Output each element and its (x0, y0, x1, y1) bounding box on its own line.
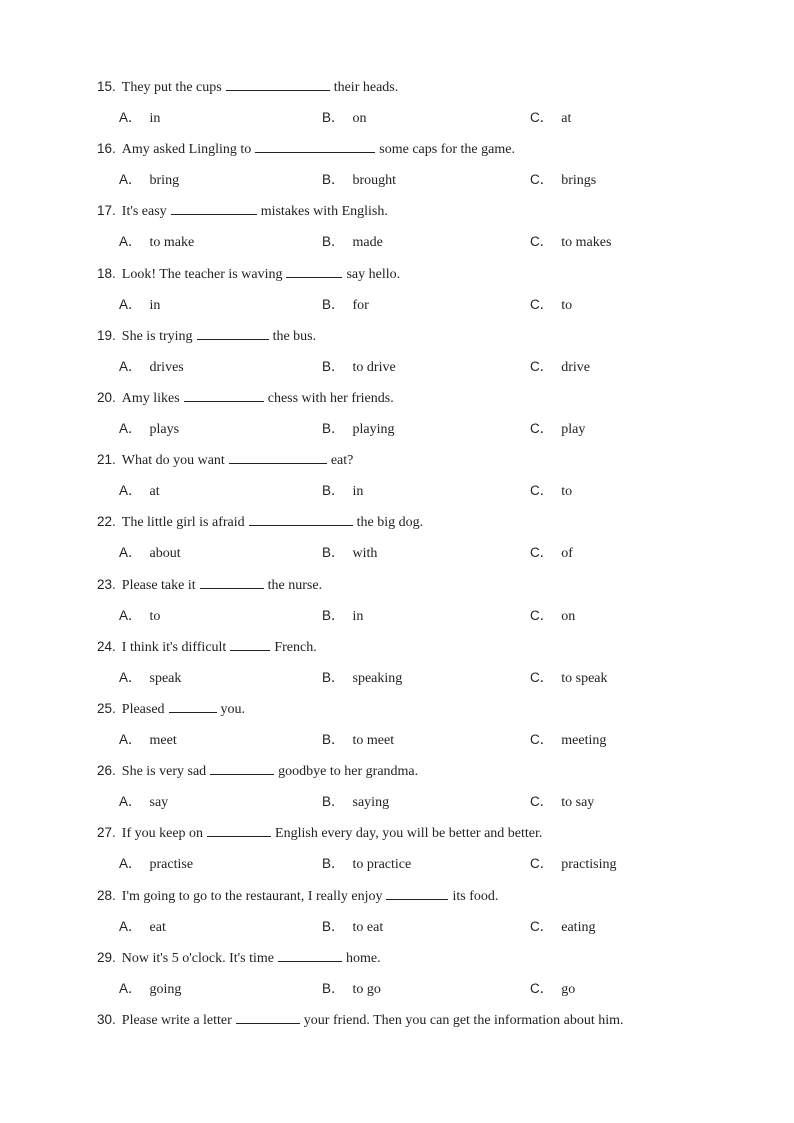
option-text: meeting (561, 733, 607, 748)
question-stem (97, 389, 394, 408)
option-text: practise (149, 857, 194, 873)
option-text: saying (352, 795, 390, 811)
option-text: in (149, 111, 161, 126)
option-letter: B． (322, 358, 345, 374)
option-letter: C． (530, 110, 554, 125)
option-text: plays (149, 422, 180, 437)
question-stem (97, 824, 542, 843)
option-a (119, 855, 193, 874)
question-item (97, 949, 734, 1011)
option-text: at (149, 484, 160, 500)
question-item (97, 824, 734, 886)
option-text: on (561, 608, 576, 624)
answer-blank (249, 513, 353, 526)
option-text: drives (149, 359, 184, 375)
option-text: eating (561, 919, 596, 935)
question-item (97, 451, 734, 513)
question-text-after: French. (274, 639, 317, 655)
option-text: for (352, 297, 369, 313)
option-text: play (561, 422, 586, 437)
question-text-after: your friend. Then you can get the information about him. (303, 1013, 624, 1028)
option-c (530, 109, 571, 128)
answer-blank (226, 78, 330, 91)
question-number: 26. (97, 763, 116, 779)
option-letter: A． (119, 669, 142, 685)
option-text: to makes (561, 235, 612, 251)
option-letter: C． (530, 732, 554, 747)
question-text-after: eat? (330, 453, 354, 469)
option-b (322, 109, 367, 128)
option-a (119, 793, 168, 812)
option-text: in (352, 608, 364, 624)
option-text: go (561, 981, 576, 997)
option-letter: B． (322, 545, 345, 561)
question-item (97, 140, 734, 202)
option-letter: B． (322, 483, 345, 499)
option-a (119, 109, 160, 128)
option-letter: B． (322, 794, 345, 810)
option-a (119, 544, 181, 563)
question-text-after: home. (346, 950, 381, 966)
question-text-before: It's easy (121, 204, 167, 220)
option-text: to practice (352, 857, 412, 873)
option-letter: C． (530, 421, 554, 436)
option-letter: A． (119, 110, 142, 125)
question-number: 17. (97, 203, 116, 219)
question-number: 27. (97, 825, 116, 841)
option-letter: A． (119, 172, 142, 188)
question-text-before: Please take it (121, 577, 196, 593)
option-c (530, 544, 573, 563)
question-item (97, 887, 734, 949)
option-letter: A． (119, 856, 142, 872)
option-a (119, 171, 179, 190)
question-text-after: chess with her friends. (267, 391, 394, 406)
option-c (530, 918, 595, 937)
option-letter: A． (119, 421, 142, 436)
option-letter: C． (530, 607, 554, 623)
option-a (119, 669, 181, 688)
option-letter: A． (119, 358, 142, 374)
option-text: to (561, 297, 573, 313)
question-item (97, 638, 734, 700)
option-letter: B． (322, 421, 345, 436)
question-stem (97, 327, 316, 346)
answer-blank (197, 327, 269, 340)
answer-blank (278, 949, 342, 962)
question-text-before: Look! The teacher is waving (121, 266, 283, 282)
option-b (322, 233, 383, 252)
question-text-after: their heads. (333, 80, 399, 95)
option-text: to (149, 608, 161, 624)
option-letter: B． (322, 856, 345, 872)
option-c (530, 731, 606, 750)
question-stem (97, 887, 498, 906)
option-letter: C． (530, 794, 554, 810)
question-stem (97, 202, 388, 221)
option-a (119, 918, 166, 937)
option-c (530, 482, 572, 501)
question-stem (97, 451, 353, 470)
question-number: 15. (97, 79, 116, 94)
option-c (530, 607, 575, 626)
question-text-after: the nurse. (267, 577, 323, 593)
option-text: to (561, 484, 573, 500)
option-letter: C． (530, 856, 554, 872)
option-b (322, 607, 363, 626)
option-text: eat (149, 919, 166, 935)
answer-blank (171, 202, 257, 215)
answer-blank (386, 887, 448, 900)
answer-blank (169, 700, 217, 713)
question-number: 24. (97, 638, 116, 654)
option-b (322, 420, 395, 439)
option-b (322, 731, 394, 750)
option-letter: C． (530, 669, 554, 685)
option-text: bring (149, 173, 180, 189)
question-number: 23. (97, 576, 116, 592)
option-letter: A． (119, 794, 142, 810)
question-stem (97, 140, 515, 159)
option-letter: A． (119, 234, 142, 250)
option-c (530, 669, 608, 688)
question-stem (97, 513, 423, 532)
question-item (97, 202, 734, 264)
option-a (119, 731, 177, 750)
option-letter: C． (530, 234, 554, 250)
option-c (530, 358, 590, 377)
option-letter: A． (119, 732, 142, 747)
question-text-after: mistakes with English. (260, 204, 388, 220)
question-text-before: If you keep on (121, 826, 204, 842)
option-c (530, 980, 575, 999)
answer-blank (229, 451, 327, 464)
answer-blank (255, 140, 375, 153)
question-number: 18. (97, 265, 116, 281)
option-letter: B． (322, 296, 345, 312)
question-text-before: Please write a letter (121, 1013, 232, 1028)
option-letter: B． (322, 110, 345, 125)
question-text-before: The little girl is afraid (121, 515, 245, 531)
question-text-after: the big dog. (356, 515, 424, 531)
answer-blank (207, 824, 271, 837)
option-letter: A． (119, 980, 142, 996)
option-b (322, 855, 411, 874)
question-text-after: some caps for the game. (379, 142, 515, 158)
option-c (530, 171, 596, 190)
question-number: 16. (97, 141, 116, 157)
option-letter: C． (530, 918, 554, 934)
option-text: of (561, 546, 573, 562)
answer-blank (286, 265, 342, 278)
option-text: to say (561, 795, 595, 811)
option-letter: C． (530, 545, 554, 561)
question-item (97, 78, 734, 140)
option-text: to speak (561, 670, 608, 686)
question-text-before: Amy likes (121, 391, 180, 406)
option-b (322, 980, 381, 999)
question-item (97, 513, 734, 575)
option-a (119, 420, 179, 439)
option-b (322, 793, 389, 812)
option-b (322, 171, 396, 190)
question-text-after: say hello. (346, 266, 401, 282)
question-text-after: goodbye to her grandma. (278, 764, 419, 780)
option-text: in (352, 484, 364, 500)
option-letter: B． (322, 918, 345, 934)
answer-blank (184, 389, 264, 402)
answer-blank (210, 762, 274, 775)
answer-blank (236, 1011, 300, 1024)
question-item (97, 1011, 734, 1073)
question-item (97, 265, 734, 327)
option-text: say (149, 795, 169, 811)
question-number: 19. (97, 327, 116, 343)
option-b (322, 358, 396, 377)
option-text: drive (561, 359, 591, 375)
option-letter: B． (322, 607, 345, 623)
question-stem (97, 949, 381, 968)
answer-blank (200, 576, 264, 589)
option-text: brings (561, 173, 597, 189)
question-text-before: Pleased (121, 702, 165, 717)
option-text: to drive (352, 359, 396, 375)
question-number: 22. (97, 514, 116, 530)
option-letter: A． (119, 296, 142, 312)
option-letter: C． (530, 296, 554, 312)
option-text: speaking (352, 670, 403, 686)
question-text-before: Now it's 5 o'clock. It's time (121, 950, 274, 966)
question-number: 30. (97, 1012, 116, 1027)
option-c (530, 233, 611, 252)
question-text-before: I'm going to go to the restaurant, I really enjoy (121, 888, 383, 904)
option-a (119, 296, 160, 315)
question-stem (97, 700, 245, 719)
question-text-before: She is very sad (121, 764, 207, 780)
option-letter: B． (322, 732, 345, 747)
option-text: to go (352, 981, 381, 997)
option-text: speak (149, 670, 182, 686)
option-c (530, 793, 594, 812)
option-b (322, 544, 377, 563)
question-text-before: What do you want (121, 453, 225, 469)
question-text-after: the bus. (272, 328, 317, 344)
option-a (119, 607, 160, 626)
question-number: 21. (97, 452, 116, 468)
option-a (119, 980, 181, 999)
option-text: meet (149, 733, 177, 748)
option-letter: B． (322, 172, 345, 188)
question-stem (97, 1011, 624, 1030)
option-b (322, 669, 402, 688)
option-text: going (149, 981, 182, 997)
question-number: 28. (97, 887, 116, 903)
option-c (530, 855, 616, 874)
question-text-before: She is trying (121, 328, 193, 344)
option-text: playing (352, 422, 395, 437)
question-number: 29. (97, 949, 116, 965)
option-c (530, 420, 585, 439)
option-text: made (352, 235, 383, 251)
option-text: about (149, 546, 181, 562)
question-item (97, 576, 734, 638)
question-text-after: its food. (452, 888, 499, 904)
option-a (119, 233, 194, 252)
option-letter: A． (119, 483, 142, 499)
question-item (97, 389, 734, 451)
question-text-before: I think it's difficult (121, 639, 227, 655)
question-stem (97, 576, 322, 595)
option-letter: B． (322, 669, 345, 685)
option-letter: C． (530, 172, 554, 188)
option-letter: C． (530, 483, 554, 499)
option-letter: A． (119, 545, 142, 561)
option-text: at (561, 111, 572, 126)
question-stem (97, 638, 317, 657)
option-text: brought (352, 173, 397, 189)
option-text: to eat (352, 919, 384, 935)
question-item (97, 762, 734, 824)
option-letter: B． (322, 980, 345, 996)
option-text: practising (561, 857, 617, 873)
option-letter: B． (322, 234, 345, 250)
option-b (322, 482, 363, 501)
option-c (530, 296, 572, 315)
option-letter: A． (119, 607, 142, 623)
option-text: to meet (352, 733, 395, 748)
option-letter: C． (530, 358, 554, 374)
option-text: in (149, 297, 161, 313)
option-letter: A． (119, 918, 142, 934)
option-a (119, 358, 184, 377)
option-text: with (352, 546, 378, 562)
question-item (97, 327, 734, 389)
option-b (322, 296, 369, 315)
option-b (322, 918, 383, 937)
question-text-before: Amy asked Lingling to (121, 142, 252, 158)
question-stem (97, 78, 398, 97)
option-text: on (352, 111, 367, 126)
option-letter: C． (530, 980, 554, 996)
question-number: 25. (97, 701, 116, 716)
question-item (97, 700, 734, 762)
question-stem (97, 265, 400, 284)
question-stem (97, 762, 418, 781)
option-text: to make (149, 235, 195, 251)
question-text-before: They put the cups (121, 80, 222, 95)
question-text-after: English every day, you will be better and better. (275, 826, 543, 842)
question-number: 20. (97, 390, 116, 405)
option-a (119, 482, 160, 501)
answer-blank (230, 638, 270, 651)
question-text-after: you. (220, 702, 246, 717)
